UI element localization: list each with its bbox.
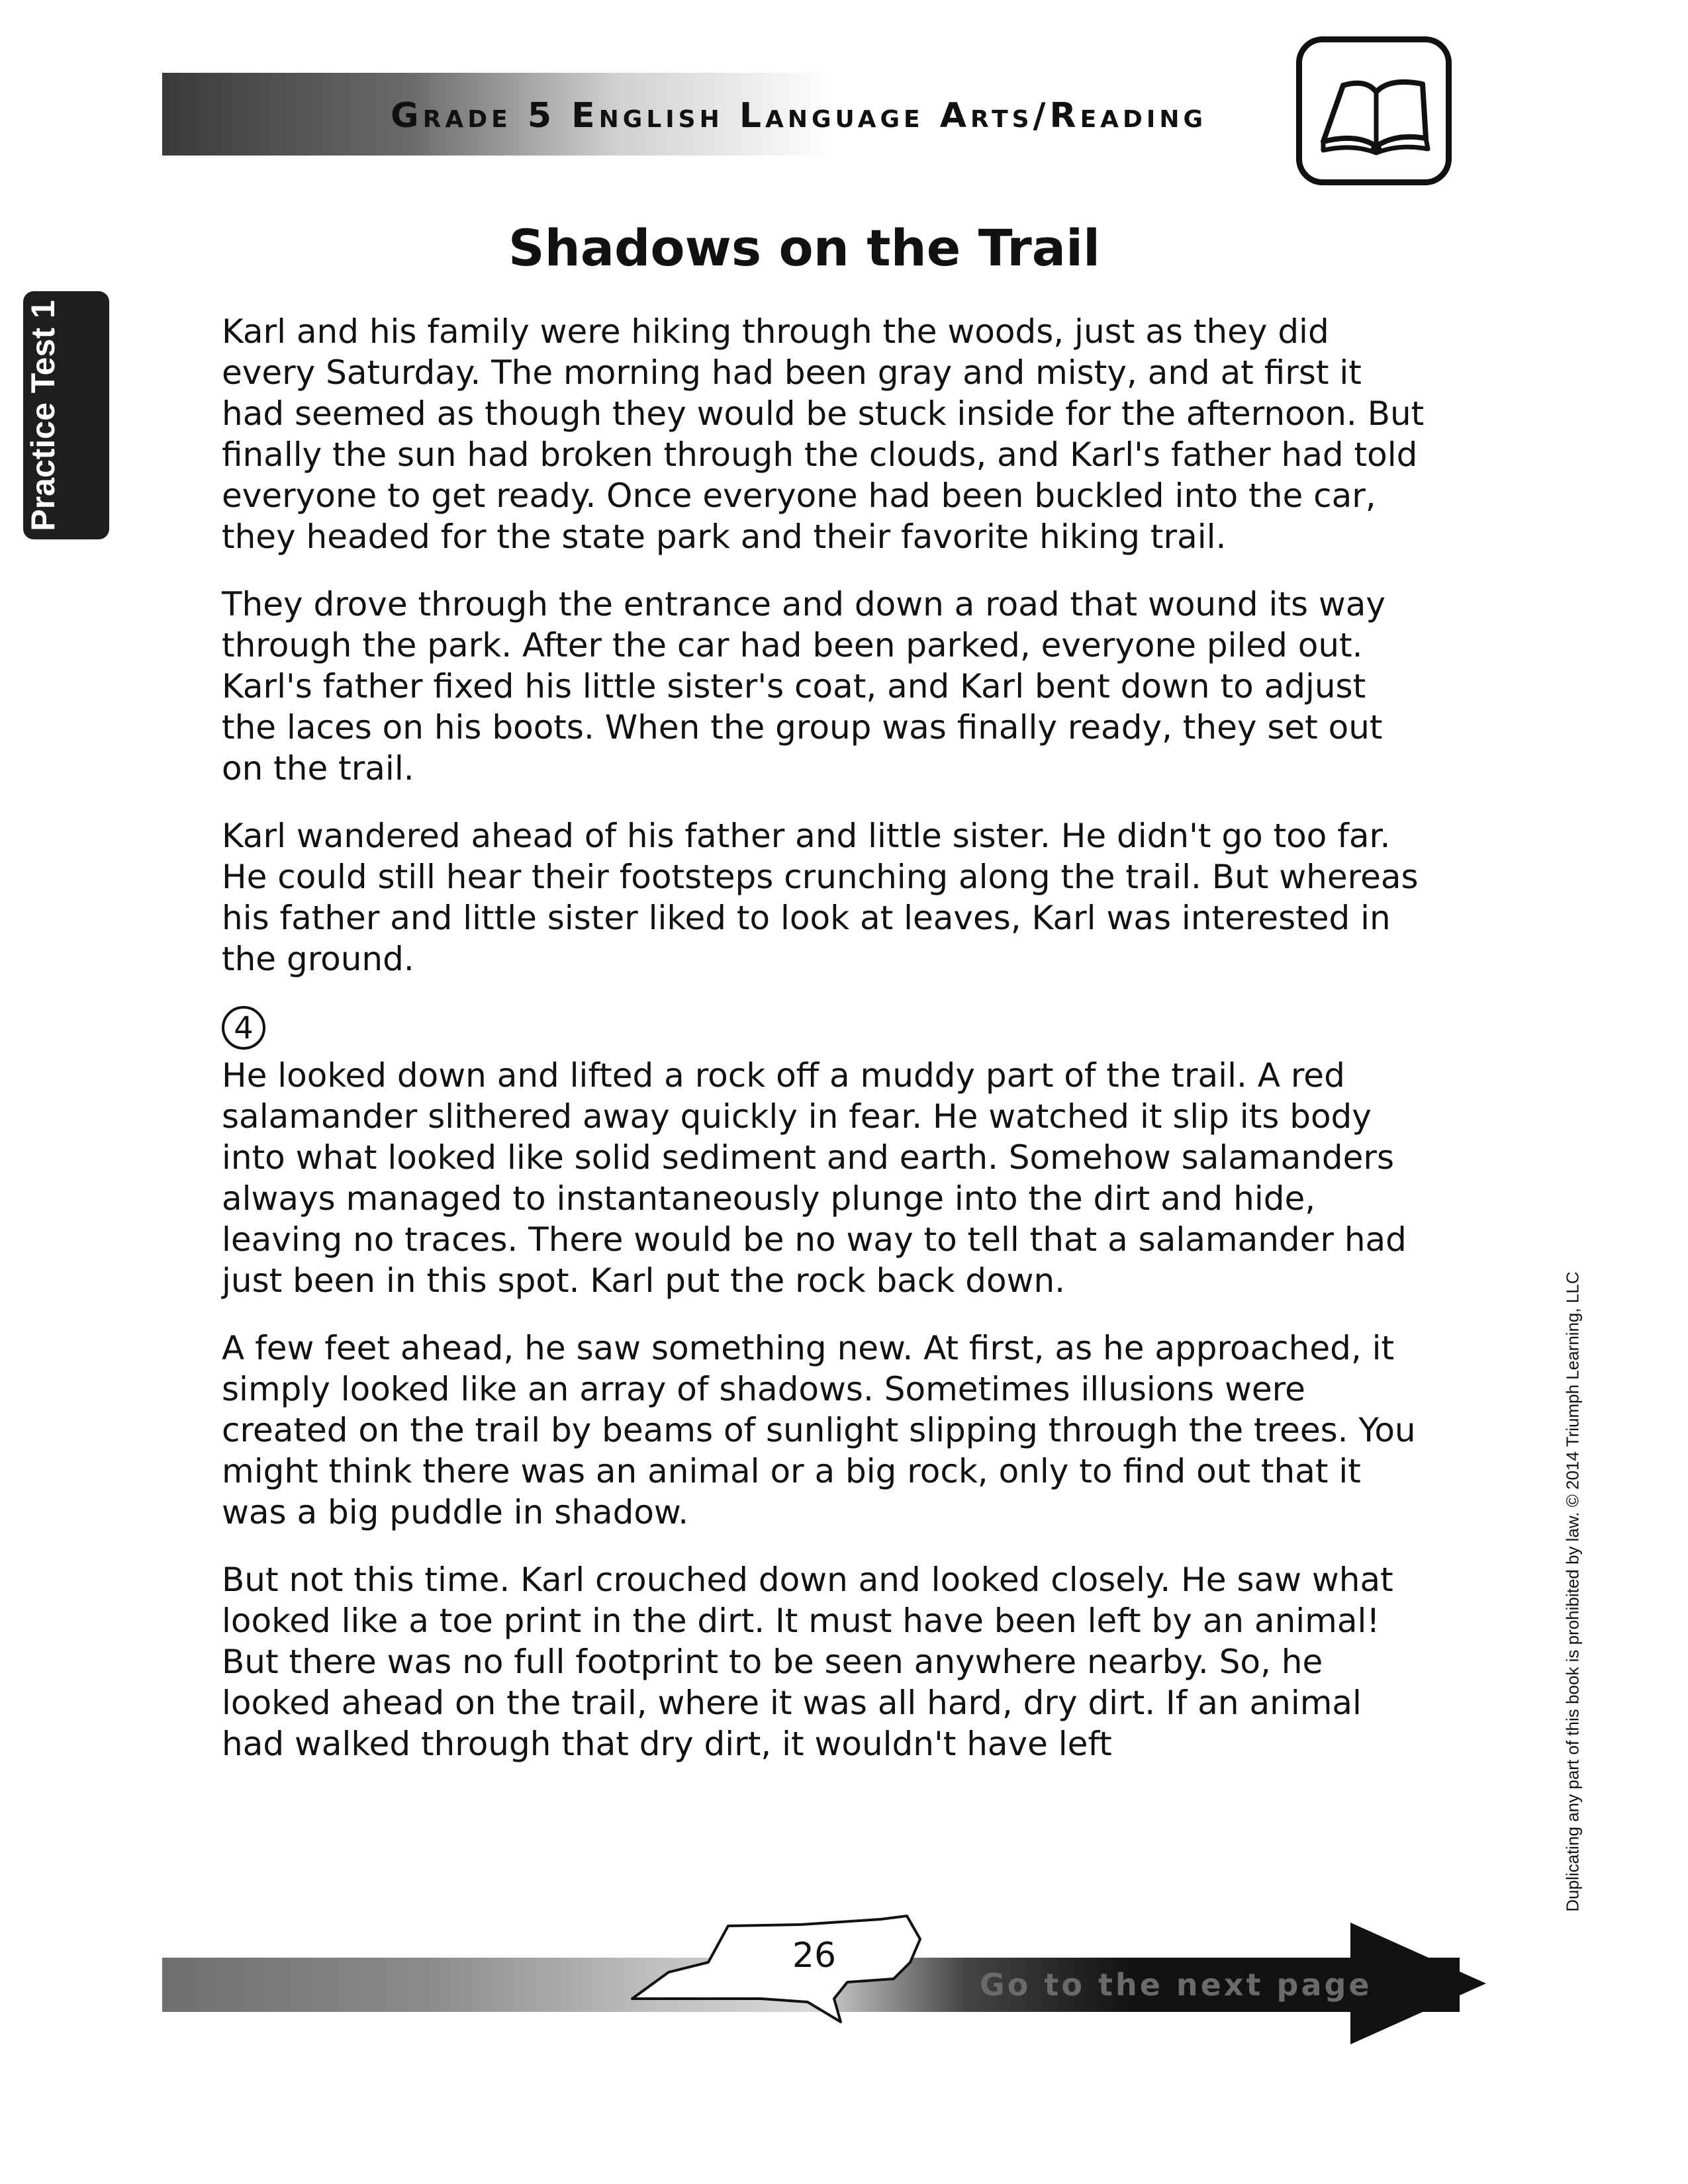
paragraph-5: A few feet ahead, he saw something new. At first, as he approached, it simply looked like an array of shadows. Sometimes illusions were created on the trail by beams of sunlight slipping through the trees. You might think there was an animal or a big rock, only to find out that it was a big puddle in shadow. [222,1329,1416,1531]
paragraph-2: They drove through the entrance and down a road that wound its way through the park. After the car had been parked, everyone piled out. Karl's father fixed his little sister's coat, and Karl bent down to adjust the laces on his boots. When the group was finally ready, they set out on the trail. [222,585,1386,788]
copyright-notice: Duplicating any part of this book is prohibited by law. © 2014 Triumph Learning, LLC [1562,1271,1583,1912]
next-page-label: Go to the next page [980,1967,1372,2003]
paragraph-4: He looked down and lifted a rock off a muddy part of the trail. A red salamander slithered away quickly in fear. He watched it slip its body into what looked like solid sediment and earth. Somehow salamanders always managed to instantaneously plunge into the dirt and hide, leaving no traces. There would be no way to tell that a salamander had just been in this spot. Karl put the rock back down. [222,1056,1407,1300]
passage-body [222,311,1427,1791]
practice-test-label: Practice Test 1 [24,300,62,531]
subject-header: Grade 5 English Language Arts/Reading [391,96,1207,136]
paragraph-1: Karl and his family were hiking through the woods, just as they did every Saturday. The morning had been gray and misty, and at first it had seemed as though they would be stuck inside for the afternoon. But finally the sun had broken through the clouds, and Karl's father had told everyone to get ready. Once everyone had been buckled into the car, they headed for the state park and their favorite hiking trail. [222,312,1425,556]
paragraph-3: Karl wandered ahead of his father and little sister. He didn't go too far. He could still hear their footsteps crunching along the trail. But whereas his father and little sister liked to look at leaves, Karl was interested in the ground. [222,817,1419,978]
paragraph-number-marker: 4 [222,1006,265,1050]
book-icon-box [1296,36,1452,185]
paragraph-6: But not this time. Karl crouched down and looked closely. He saw what looked like a toe print in the dirt. It must have been left by an animal! But there was no full footprint to be seen anywhere nearby. So, he looked ahead on the trail, where it was all hard, dry dirt. If an animal had walked through that dry dirt, it wouldn't have left [222,1561,1393,1763]
passage-title: Shadows on the Trail [508,218,1101,277]
page-number: 26 [792,1936,837,1976]
open-book-icon [1317,72,1432,158]
